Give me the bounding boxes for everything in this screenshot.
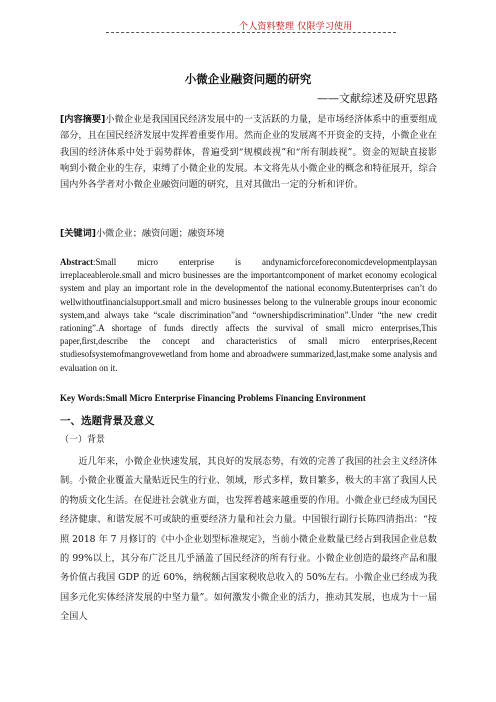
document-subtitle: ——文献综述及研究思路 bbox=[317, 92, 438, 105]
chinese-abstract-text: 小微企业是我国国民经济发展中的一支活跃的力量，是市场经济体系中的重要组成部分，且在国民经济发展中发挥着重要作用。然而企业的发展离不开资金的支持，小微企业在我国的经济体系中处于弱势群体，普遍受到“规模歧视”和“所有制歧视”。资金的短缺直接影响到小微企业的生存，束缚了小微企业的发展。本文将先从小微企业的概念和特征展开，综合国内外各学者对小微企业融资问题的研究，且对其做出一定的分析和评价。 bbox=[60, 114, 437, 191]
chinese-keywords bbox=[60, 226, 437, 242]
subsection-heading: （一）背景 bbox=[60, 435, 106, 445]
background-paragraph: 近几年来，小微企业快速发展，其良好的发展态势，有效的完善了我国的社会主义经济体制。小微企业覆盖大量贴近民生的行业、领域，形式多样，数目繁多，极大的丰富了我国人民的物质文化生活。在促进社会就业方面，也发挥着越来越重要的作用。小微企业已经成为国民经济健康、和谐发展不可或缺的重要经济力量和社会力量。中国银行副行长陈四清指出：“按照 2018 年 7 月修订的《中小企业划型标准规定》，当前小微企业数量已经占到我国企业总数的 99%以上，其分布广泛且几乎涵盖了国民经济的所有行业。小微企业创造的最终产品和服务价值占我国 GDP 的近 60%，纳税额占国家税收总收入的 50%左右。小微企业已经成为我国多元化实体经济发展的中坚力量”。如何激发小微企业的活力，推动其发展，也成为十一届全国人 bbox=[60, 456, 437, 623]
document-title: 小微企业融资问题的研究 bbox=[184, 72, 312, 86]
chinese-keywords-text: 小微企业；融资问题；融资环境 bbox=[95, 228, 225, 239]
chinese-keywords-label: [关键词] bbox=[60, 228, 96, 239]
english-abstract bbox=[60, 256, 437, 375]
chinese-abstract-label: [内容摘要] bbox=[60, 114, 106, 125]
chinese-abstract bbox=[60, 112, 437, 193]
header-divider bbox=[106, 32, 396, 33]
english-abstract-label: Abstract bbox=[60, 257, 94, 267]
english-keywords-text: Small Micro Enterprise Financing Problems Financing Environment bbox=[105, 393, 366, 403]
header-note: 个人资料整理 仅限学习使用 bbox=[239, 22, 353, 32]
section-heading: 一、选题背景及意义 bbox=[60, 415, 155, 427]
english-keywords bbox=[60, 390, 437, 406]
english-abstract-text: :Small micro enterprise is andynamicforceforeconomicdevelopmentplaysan irreplaceablerole.small and micro businesses are the importantcomponent of market economy ecological system and play an important role in the developmentof the national economy.Butenterprises can’t do wellwithoutfinancialsupport.small and micro businesses belong to the vulnerable groups inour economic system,and always take “scale discrimination”and “ownershipdiscrimination”.Under “the new credit rationing”.A shortage of funds directly affects the survival of small micro enterprises,This paper,first,describe the concept and characteristics of small micro enterprises,Recent studiesofsystemofmangrovewetland from home and abroadwere summarized,last,make some analysis and evaluation on it. bbox=[60, 257, 437, 373]
english-keywords-label: Key Words: bbox=[60, 393, 106, 403]
